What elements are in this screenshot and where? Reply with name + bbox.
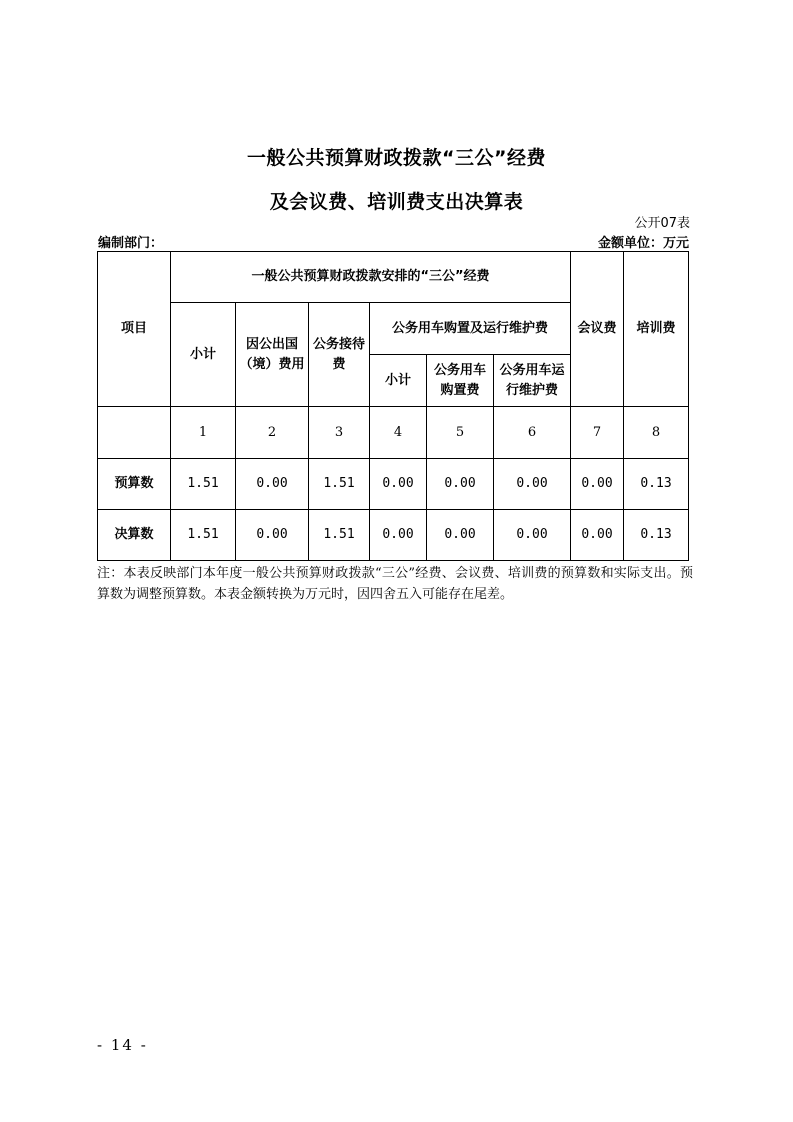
expenditure-table — [97, 251, 689, 561]
table-cell: 0.00 — [494, 459, 571, 510]
header-reception: 公务接待费 — [309, 303, 370, 407]
header-subtotal: 小计 — [171, 303, 236, 407]
column-number-row — [98, 407, 689, 459]
header-three-public-group: 一般公共预算财政拨款安排的“三公”经费 — [171, 252, 571, 303]
table-cell: 0.00 — [571, 459, 624, 510]
table-cell: 0.00 — [370, 510, 427, 561]
header-vehicle-subtotal: 小计 — [370, 355, 427, 407]
table-cell: 0.00 — [236, 510, 309, 561]
header-vehicle-purchase: 公务用车购置费 — [427, 355, 494, 407]
report-title-line-1: 一般公共预算财政拨款“三公”经费 — [247, 147, 546, 169]
column-number: 2 — [236, 407, 309, 459]
header-meeting: 会议费 — [571, 252, 624, 407]
page-number: - 14 - — [97, 1036, 148, 1054]
column-number: 6 — [494, 407, 571, 459]
header-training: 培训费 — [624, 252, 689, 407]
column-number: 5 — [427, 407, 494, 459]
table-cell: 0.00 — [427, 459, 494, 510]
table-cell: 0.00 — [494, 510, 571, 561]
table-cell: 0.00 — [236, 459, 309, 510]
header-row-1 — [98, 252, 689, 303]
row-label: 预算数 — [98, 459, 171, 510]
column-number-blank — [98, 407, 171, 459]
unit-label: 金额单位：万元 — [597, 236, 689, 251]
column-number: 4 — [370, 407, 427, 459]
table-cell: 0.00 — [427, 510, 494, 561]
column-number: 8 — [624, 407, 689, 459]
report-title-line-2: 及会议费、培训费支出决算表 — [269, 191, 524, 213]
column-number: 1 — [171, 407, 236, 459]
department-label: 编制部门： — [98, 236, 164, 251]
header-vehicle-operation: 公务用车运行维护费 — [494, 355, 571, 407]
table-cell: 0.00 — [571, 510, 624, 561]
table-note: 注：本表反映部门本年度一般公共预算财政拨款“三公”经费、会议费、培训费的预算数和实际支出。预算数为调整预算数。本表金额转换为万元时，因四舍五入可能存在尾差。 — [97, 566, 693, 602]
table-cell: 0.13 — [624, 459, 689, 510]
table-cell: 1.51 — [309, 459, 370, 510]
header-overseas: 因公出国（境）费用 — [236, 303, 309, 407]
table-cell: 1.51 — [171, 459, 236, 510]
table-cell: 0.13 — [624, 510, 689, 561]
table-cell: 1.51 — [171, 510, 236, 561]
header-item: 项目 — [98, 252, 171, 407]
table-row — [98, 459, 689, 510]
table-cell: 1.51 — [309, 510, 370, 561]
table-row — [98, 510, 689, 561]
table-cell: 0.00 — [370, 459, 427, 510]
row-label: 决算数 — [98, 510, 171, 561]
column-number: 3 — [309, 407, 370, 459]
column-number: 7 — [571, 407, 624, 459]
form-code: 公开07表 — [634, 216, 690, 231]
header-vehicle-group: 公务用车购置及运行维护费 — [370, 303, 571, 355]
